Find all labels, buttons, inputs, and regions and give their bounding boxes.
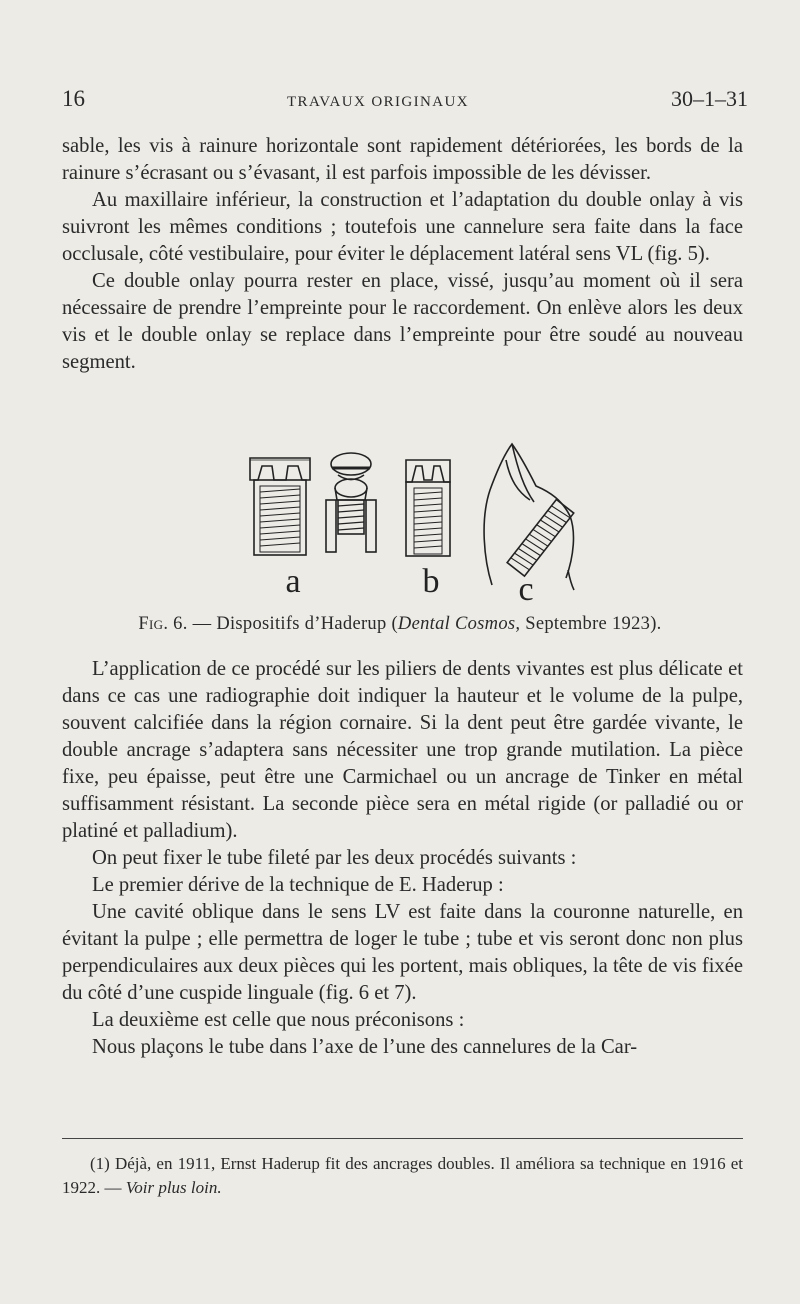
figure-caption [0,614,800,635]
footnote [62,1152,743,1200]
footnote-reference: Voir plus loin. [125,1178,222,1197]
figure-label-a: a [285,563,301,600]
caption-journal: Dental Cosmos, [397,614,521,634]
body-text-bottom [62,656,743,1061]
paragraph: On peut fixer le tube fileté par les deux procédés suivants : [92,847,577,869]
device-b-drawing [406,460,450,556]
device-c-tooth-drawing [484,444,574,590]
figure-label-c: c [518,571,534,608]
paragraph: La deuxième est celle que nous préconisons : [92,1009,465,1031]
figure-haderup-devices [240,440,600,615]
paragraph: L’application de ce procédé sur les piliers de dents vivantes est plus délicate et dans ce cas une radiographie doit indiquer la hauteur et le volume de la pulpe, souvent calcifiée dans la région cornaire. Si la dent peut être gardée vivante, le double ancrage s’adaptera sans nécessiter une trop grande mutilation. La pièce fixe, peu épaisse, peut être une Carmichael ou un ancrage de Tinker en métal suffisamment résistant. La seconde pièce sera en métal rigide (or palladié ou or platiné et palladium). [62,658,743,842]
caption-end: Septembre 1923). [520,614,662,634]
device-a-drawing [250,458,310,555]
page-number: 16 [62,86,85,111]
running-title: TRAVAUX ORIGINAUX [286,94,469,110]
caption-text: — Dispositifs d’Haderup ( [192,614,398,634]
paragraph: sable, les vis à rainure horizontale sont rapidement détériorées, les bords de la rainure s’écrasant ou s’évasant, il est parfois impossible de les dévisser. [62,135,743,184]
paragraph: Ce double onlay pourra rester en place, vissé, jusqu’au moment où il sera nécessaire de prendre l’empreinte pour le raccordement. On enlève alors les deux vis et le double onlay se replace dans l’empreinte pour être soudé au nouveau segment. [62,270,743,373]
paragraph: Une cavité oblique dans le sens LV est faite dans la couronne naturelle, en évitant la pulpe ; elle permettra de loger le tube ; tube et vis seront donc non plus perpendiculaires aux deux pièces qui les portent, mais obliques, la tête de vis fixée du côté d’une cuspide linguale (fig. 6 et 7). [62,901,743,1004]
figure-label-b: b [422,563,440,600]
screw-drawing [326,453,376,552]
footnote-text: (1) Déjà, en 1911, Ernst Haderup fit des ancrages doubles. Il améliora sa technique en 1916 et 1922. — [62,1154,743,1197]
paragraph: Le premier dérive de la technique de E. Haderup : [92,874,504,896]
footnote-divider [62,1138,743,1139]
paragraph: Au maxillaire inférieur, la construction et l’adaptation du double onlay à vis suivront les mêmes conditions ; toutefois une cannelure sera faite dans la face occlusale, côté vestibulaire, pour éviter le déplacement latéral sens VL (fig. 5). [62,189,743,265]
issue-date: 30–1–31 [670,86,748,111]
figure-number: Fig. 6. [138,614,188,634]
body-text-top [62,133,743,376]
running-header [62,86,748,112]
paragraph: Nous plaçons le tube dans l’axe de l’une des cannelures de la Car- [92,1036,638,1058]
